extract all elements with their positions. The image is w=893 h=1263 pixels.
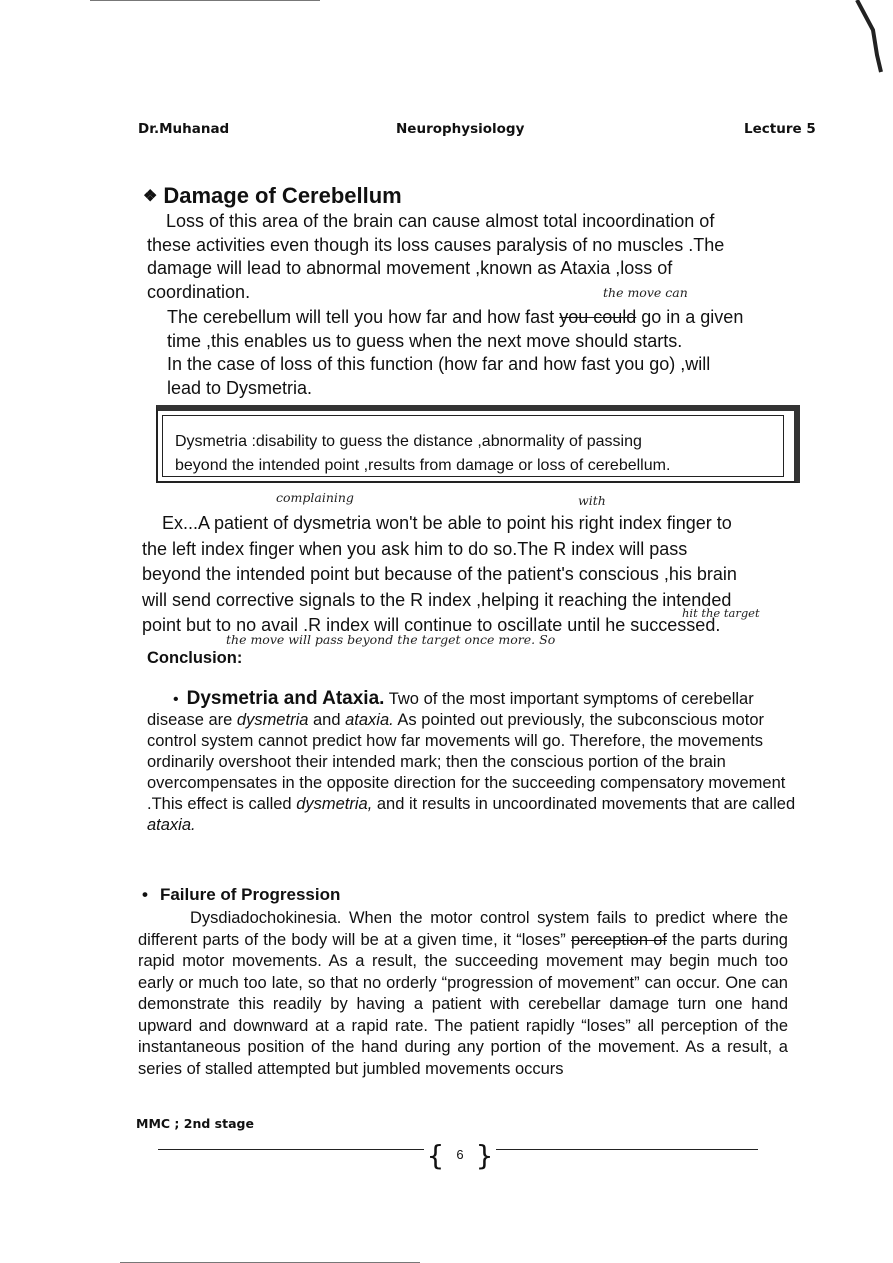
dysmetria-ataxia-text — [147, 690, 795, 834]
footer-rule-right — [496, 1149, 758, 1150]
struck-text: you could — [559, 307, 637, 327]
footer-rule-left — [158, 1149, 424, 1150]
struck-text: perception of — [570, 930, 667, 949]
text-line: In the case of loss of this function (how far and how fast you go) ,will — [167, 354, 711, 374]
text-line: The cerebellum will tell you how far and how fast you could go in a given — [167, 307, 744, 327]
italic-term: dysmetria, — [296, 795, 373, 813]
text-line: point but to no avail .R index will continue to oscillate until he successed. — [142, 615, 721, 635]
page-number: { 6 } — [426, 1139, 494, 1172]
definition-box — [156, 405, 800, 483]
text-line: these activities even though its loss causes paralysis of no muscles .The — [147, 234, 725, 255]
handwritten-note: complaining — [276, 490, 354, 505]
scan-corner-mark — [855, 0, 885, 75]
header-subject: Neurophysiology — [396, 121, 525, 137]
text-line: will send corrective signals to the R index ,helping it reaching the intended — [142, 589, 732, 610]
text-line: time ,this enables us to guess when the next move should starts. — [167, 330, 683, 351]
definition-box-inner — [162, 415, 784, 477]
failure-progression-paragraph: Dysdiadochokinesia. When the motor control system fails to predict where the different parts of the body will be at a given time, it “loses” perception of the parts during rapid motor movements. As a result, the succeeding movement may begin much too early or much too late, so that no orderly “progression of movement” can occur. One can demonstrate this readily by having a patient with cerebellar damage turn one hand upward and downward at a rapid rate. The patient rapidly “loses” all perception of the instantaneous position of the hand during any portion of the movement. As a result, a series of stalled attempted but jumbled movements occurs — [138, 909, 788, 1078]
bullet-icon: • — [173, 691, 179, 708]
section-title: ❖ Damage of Cerebellum — [143, 183, 402, 208]
cerebellum-function-paragraph — [167, 306, 743, 400]
italic-term: ataxia. — [147, 816, 196, 834]
text-segment: and it results in uncoordinated movements that are called — [372, 795, 796, 813]
text-segment: and — [308, 711, 346, 729]
dysmetria-ataxia-heading: Dysmetria and Ataxia. — [186, 688, 385, 709]
scan-artifact-top — [90, 0, 320, 1]
text-segment: As pointed out previously, the subconscious motor control system cannot predict how far movements will go. Therefore, the movements ordinarily overshoot their intended mark; then the conscious portion of the brain overcompensates in the opposite direction for the succeeding compensatory movement .This effect is called — [147, 711, 786, 813]
conclusion-label: Conclusion: — [147, 649, 243, 667]
diamond-bullet-icon: ❖ — [143, 188, 158, 205]
text-line: the left index finger when you ask him to do so.The R index will pass — [142, 538, 688, 559]
definition-line: Dysmetria :disability to guess the distance ,abnormality of passing — [175, 433, 642, 450]
text-line: damage will lead to abnormal movement ,known as Ataxia ,loss of — [147, 258, 673, 278]
handwritten-note: with — [578, 493, 606, 508]
handwritten-note: the move will pass beyond the target once more. So — [226, 632, 556, 647]
text-segment: Two of the most important symptoms of cerebellar disease are — [147, 690, 754, 729]
text-line: Ex...A patient of dysmetria won't be able to point his right index finger to — [162, 513, 732, 533]
text-line: Loss of this area of the brain can cause almost total incoordination of — [166, 211, 715, 231]
example-paragraph — [142, 511, 737, 639]
italic-term: dysmetria — [236, 711, 309, 729]
italic-term: ataxia. — [345, 711, 394, 729]
text-line: beyond the intended point but because of the patient's conscious ,his brain — [142, 564, 737, 584]
header-author: Dr.Muhanad — [138, 121, 230, 137]
footer-stage: MMC ; 2nd stage — [136, 1116, 254, 1131]
header-lecture: Lecture 5 — [744, 121, 816, 137]
handwritten-note: hit the target — [682, 606, 760, 620]
text-line: coordination. — [147, 281, 251, 302]
failure-progression-heading: • Failure of Progression — [142, 885, 341, 904]
handwritten-note: the move can — [603, 285, 688, 300]
bullet-icon: • — [142, 885, 148, 904]
text-line: lead to Dysmetria. — [167, 377, 313, 398]
definition-line: beyond the intended point ,results from damage or loss of cerebellum. — [175, 457, 671, 474]
dysmetria-ataxia-paragraph — [147, 688, 797, 836]
